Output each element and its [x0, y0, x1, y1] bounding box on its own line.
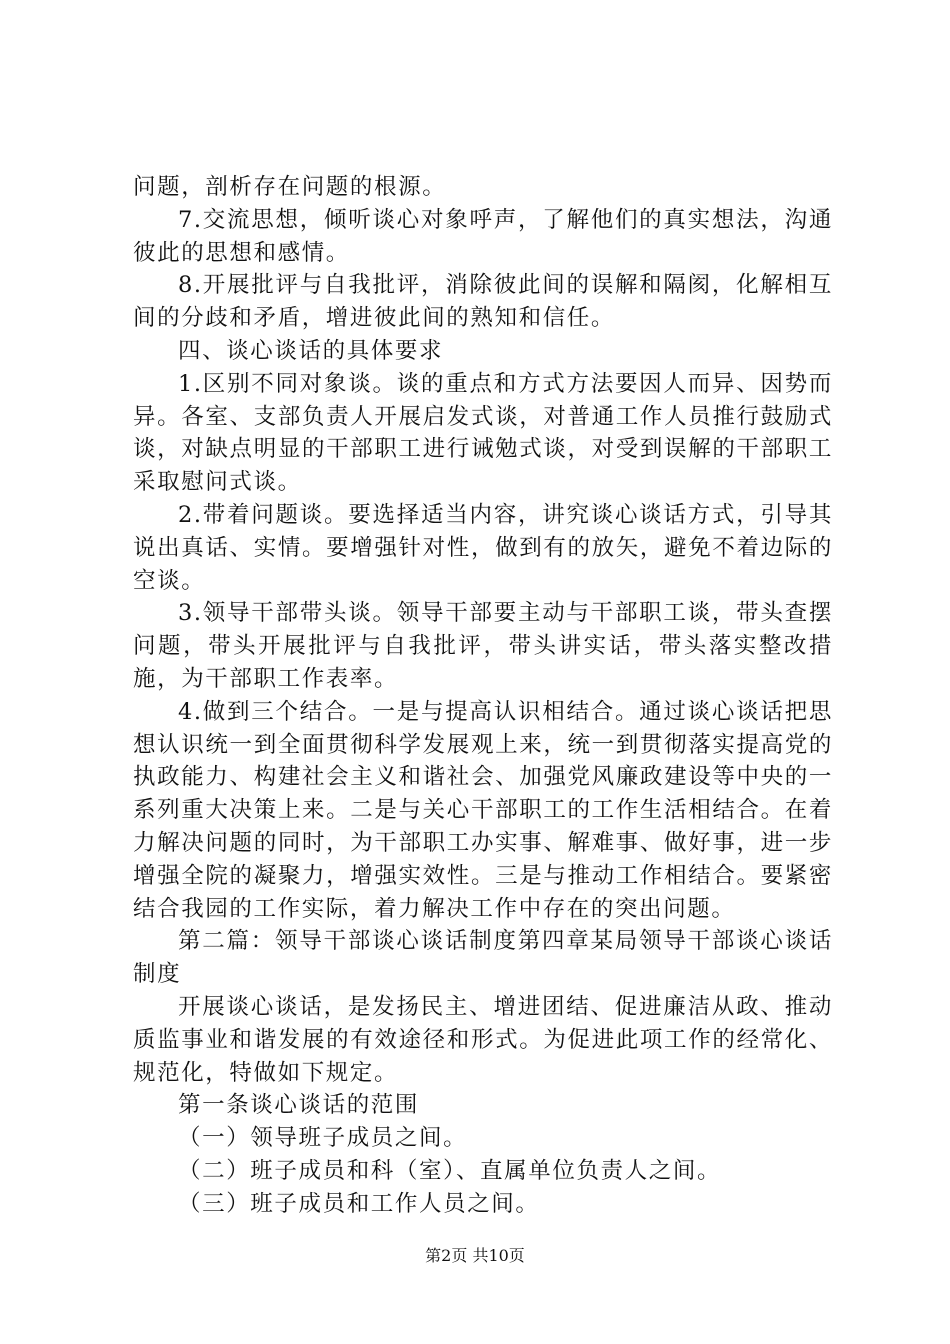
paragraph-continuation: 问题，剖析存在问题的根源。	[133, 174, 447, 200]
chapter-heading-part-two: 第二篇：领导干部谈心谈话制度第四章某局领导干部谈心谈话制度	[133, 928, 833, 988]
paragraph-intro: 开展谈心谈话，是发扬民主、增进团结、促进廉洁从政、推动质监事业和谐发展的有效途径和形式。为促进此项工作的经常化、规范化，特做如下规定。	[133, 993, 833, 1086]
page-number: 第2页 共10页	[425, 1246, 525, 1265]
page-footer	[0, 1246, 950, 1266]
article-heading-scope: 第一条谈心谈话的范围	[178, 1092, 420, 1119]
section-heading-requirements: 四、谈心谈话的具体要求	[178, 337, 444, 364]
list-item-scope-2: （二）班子成员和科（室）、直属单位负责人之间。	[178, 1157, 722, 1184]
list-item-scope-3: （三）班子成员和工作人员之间。	[178, 1190, 540, 1217]
paragraph-requirement-1: 1.区别不同对象谈。谈的重点和方式方法要因人而异、因势而异。各室、支部负责人开展启发式谈，对普通工作人员推行鼓励式谈，对缺点明显的干部职工进行诫勉式谈，对受到误解的干部职工采取慰问式谈。	[133, 370, 833, 496]
paragraph-requirement-4: 4.做到三个结合。一是与提高认识相结合。通过谈心谈话把思想认识统一到全面贯彻科学发展观上来，统一到贯彻落实提高党的执政能力、构建社会主义和谐社会、加强党风廉政建设等中央的一系列重大决策上来。二是与关心干部职工的工作生活相结合。在着力解决问题的同时，为干部职工办实事、解难事、做好事，进一步增强全院的凝聚力，增强实效性。三是与推动工作相结合。要紧密结合我园的工作实际，着力解决工作中存在的突出问题。	[133, 698, 833, 922]
list-item-scope-1: （一）领导班子成员之间。	[178, 1125, 468, 1152]
paragraph-item-7: 7.交流思想，倾听谈心对象呼声，了解他们的真实想法，沟通彼此的思想和感情。	[133, 206, 833, 266]
paragraph-requirement-2: 2.带着问题谈。要选择适当内容，讲究谈心谈话方式，引导其说出真话、实情。要增强针对性，做到有的放矢，避免不着边际的空谈。	[133, 501, 833, 594]
document-body	[133, 171, 833, 1221]
paragraph-item-8: 8.开展批评与自我批评，消除彼此间的误解和隔阂，化解相互间的分歧和矛盾，增进彼此间的熟知和信任。	[133, 272, 833, 332]
paragraph-requirement-3: 3.领导干部带头谈。领导干部要主动与干部职工谈，带头查摆问题，带头开展批评与自我批评，带头讲实话，带头落实整改措施，为干部职工作表率。	[133, 600, 833, 692]
